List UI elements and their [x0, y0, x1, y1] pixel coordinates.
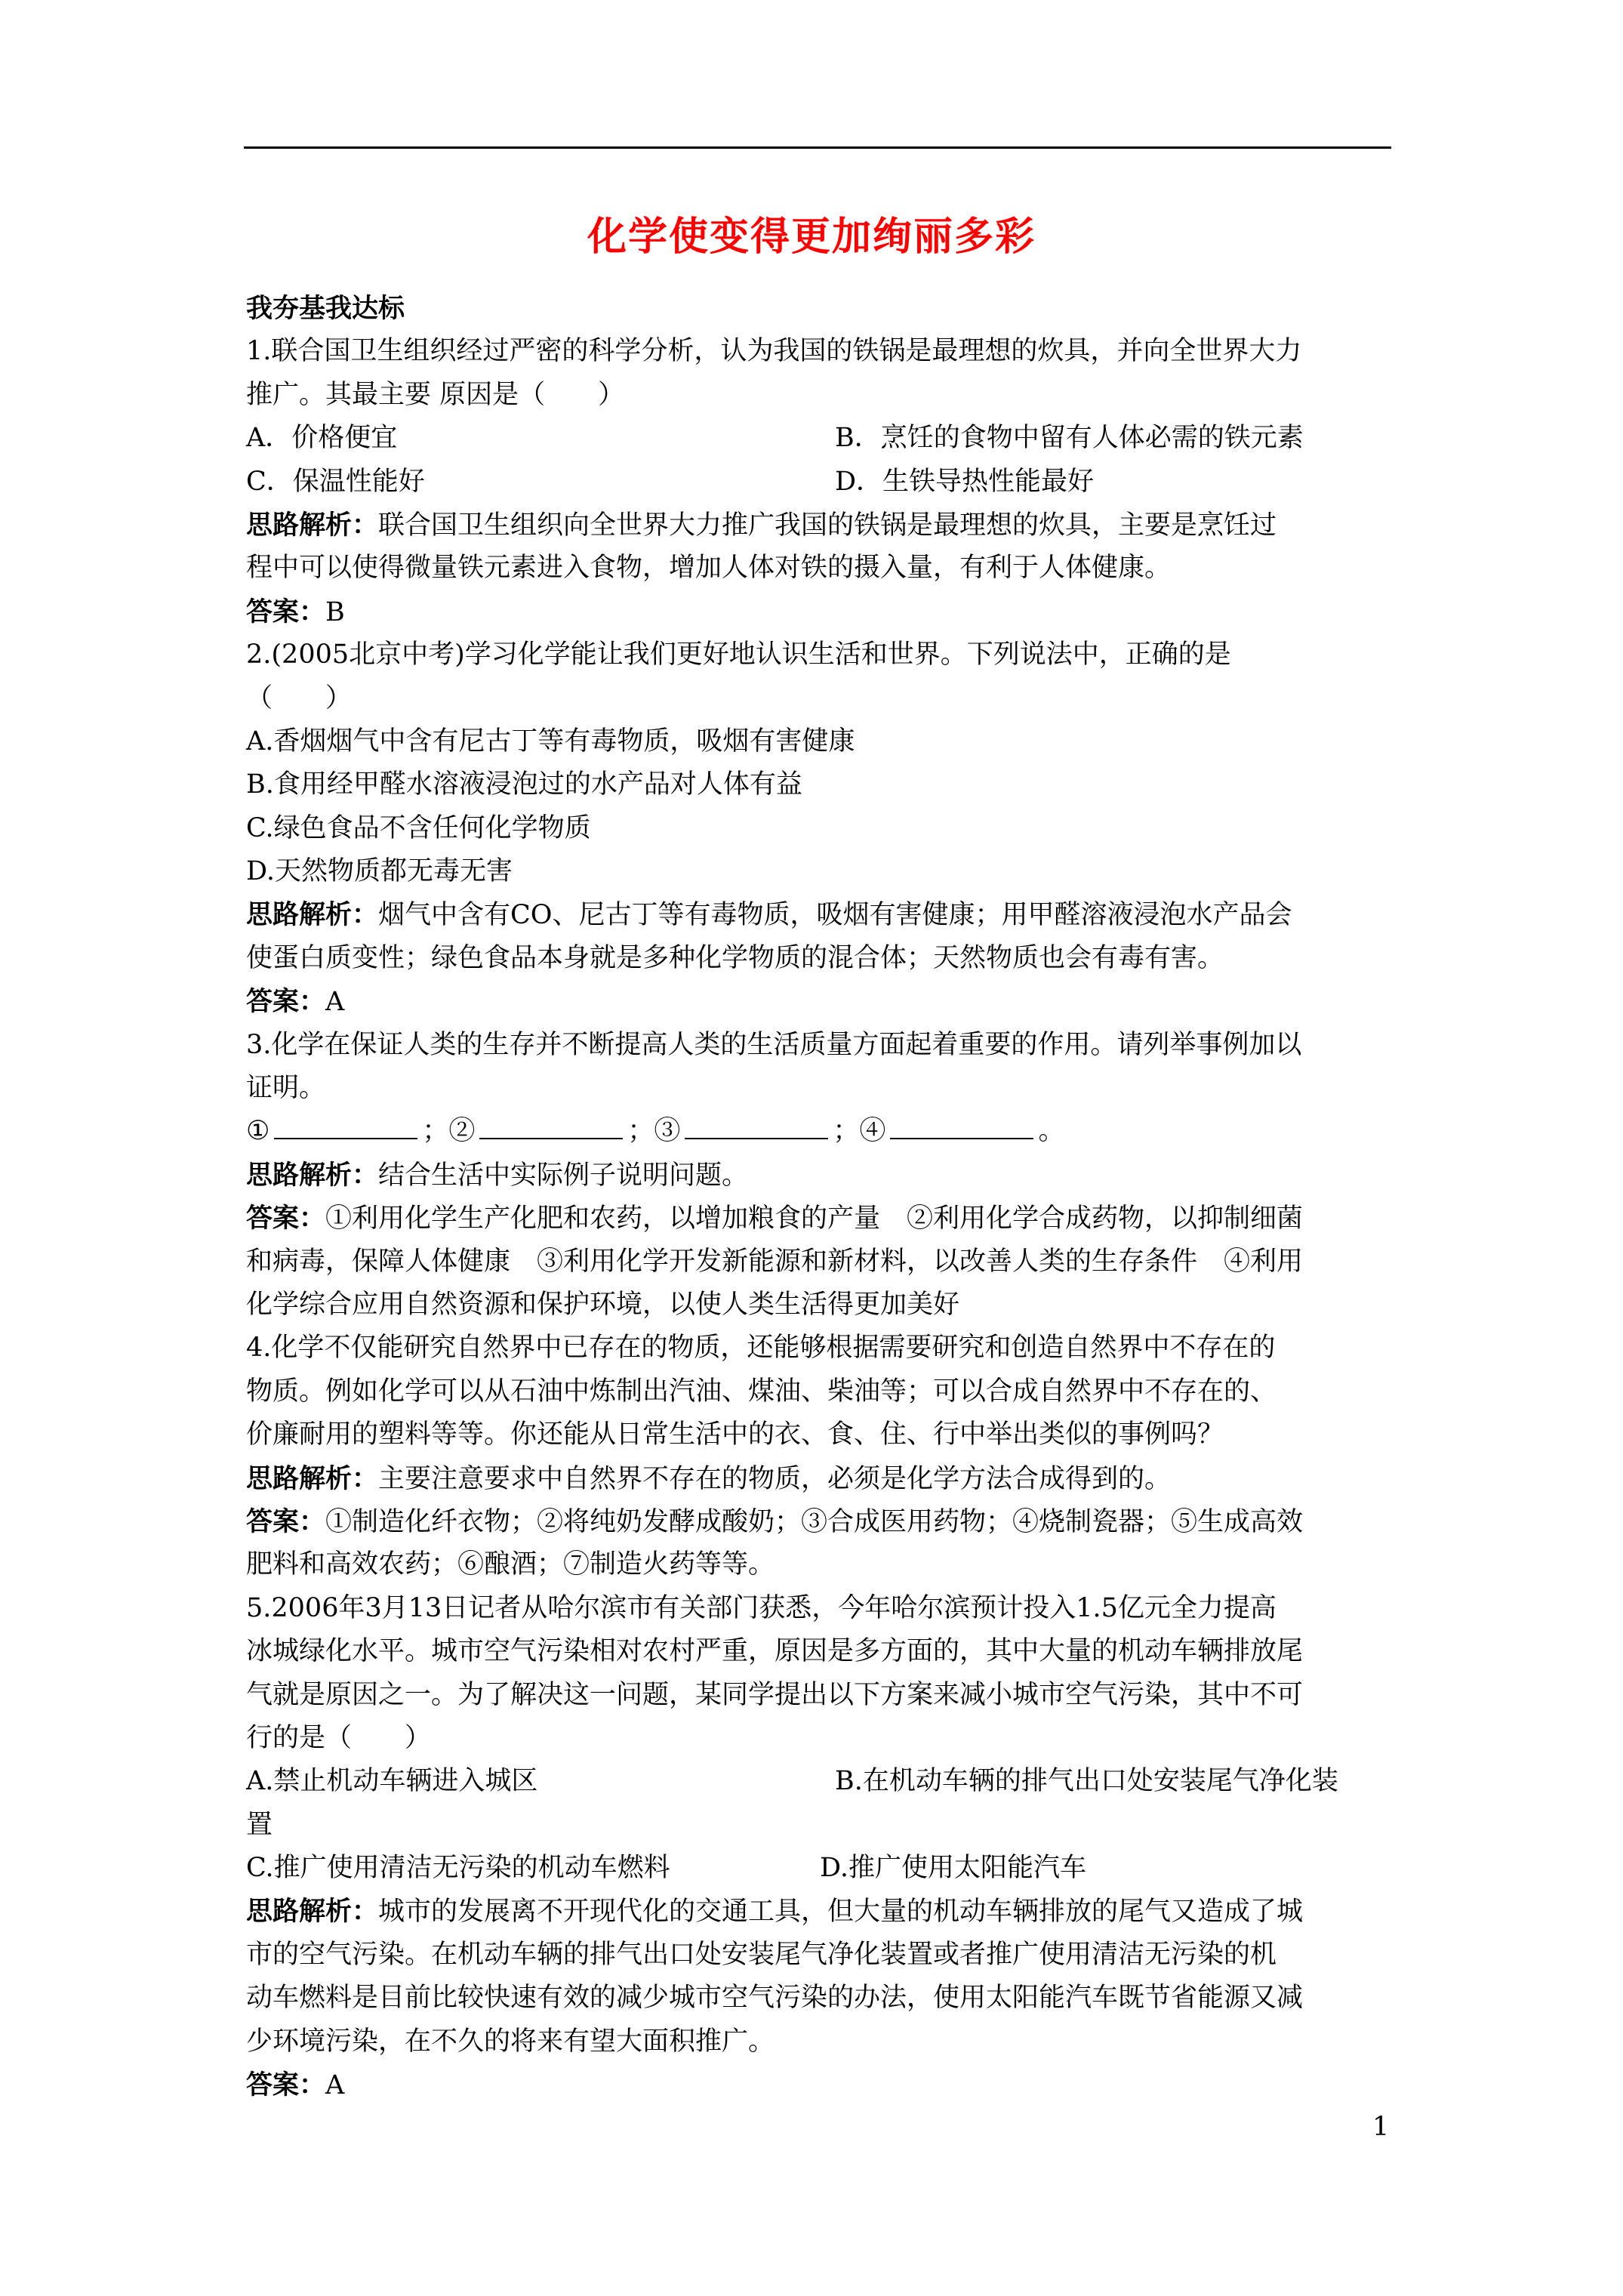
q2-stem-line-2: （ ） — [246, 683, 353, 713]
q2-option-b: B.食用经甲醛水溶液浸泡过的水产品对人体有益 — [246, 769, 802, 800]
q4-stem-line-2: 物质。例如化学可以从石油中炼制出汽油、煤油、柴油等；可以合成自然界中不存在的、 — [246, 1376, 1277, 1407]
q4-analysis-label: 思路解析： — [246, 1462, 379, 1494]
q3-analysis-text-1: 结合生活中实际例子说明问题。 — [378, 1160, 749, 1191]
q3-blank-4 — [890, 1115, 1033, 1139]
q4-analysis-line-1 — [246, 1457, 1401, 1500]
page-number: 1 — [1372, 2112, 1390, 2142]
q5-analysis-line-4: 少环境污染，在不久的将来有望大面积推广。 — [246, 2026, 775, 2057]
q3-answer-line-1 — [246, 1197, 1401, 1240]
q3-blank-3 — [685, 1115, 828, 1139]
q3-answer-label: 答案： — [246, 1203, 326, 1234]
q1-stem-line-2: 推广。其最主要 原因是（ ） — [246, 379, 625, 410]
q2-option-c: C.绿色食品不含任何化学物质 — [246, 812, 591, 843]
q5-option-b-continued: 置 — [246, 1809, 273, 1840]
q1-analysis-line-2: 程中可以使得微量铁元素进入食物，增加人体对铁的摄入量，有利于人体健康。 — [246, 553, 1172, 584]
q2-answer-label: 答案： — [246, 986, 326, 1018]
q3-answer-line-3: 化学综合应用自然资源和保护环境，以使人类生活得更加美好 — [246, 1289, 960, 1320]
q3-answer-text-1: ①利用化学生产化肥和农药，以增加粮食的产量 ②利用化学合成药物，以抑制细菌 — [325, 1203, 1304, 1234]
q1-answer: B — [325, 596, 345, 627]
q4-answer-text-1: ①制造化纤衣物；②将纯奶发酵成酸奶；③合成医用药物；④烧制瓷器；⑤生成高效 — [325, 1506, 1304, 1537]
q4-analysis-text-1: 主要注意要求中自然界不存在的物质，必须是化学方法合成得到的。 — [378, 1463, 1172, 1494]
q5-option-c: C.推广使用清洁无污染的机动车燃料 — [246, 1853, 670, 1884]
q2-analysis-label: 思路解析： — [246, 899, 379, 931]
q1-stem-line-1: 1.联合国卫生组织经过严密的科学分析，认为我国的铁锅是最理想的炊具，并向全世界大力 — [246, 336, 1302, 367]
q1-options-row-1 — [246, 417, 1401, 460]
q5-stem-line-4: 行的是（ ） — [246, 1722, 432, 1753]
q4-stem-line-1: 4.化学不仅能研究自然界中已存在的物质，还能够根据需要研究和创造自然界中不存在的 — [246, 1333, 1276, 1364]
q3-blank-1 — [274, 1115, 417, 1139]
q1-option-c: C．保温性能好 — [246, 466, 425, 497]
q5-stem-line-2: 冰城绿化水平。城市空气污染相对农村严重，原因是多方面的，其中大量的机动车辆排放尾 — [246, 1636, 1304, 1667]
q5-options-row-2 — [246, 1847, 1401, 1890]
q3-blank-4-label: ；④ — [833, 1116, 886, 1147]
q4-stem-line-3: 价廉耐用的塑料等等。你还能从日常生活中的衣、食、住、行中举出类似的事例吗？ — [246, 1419, 1224, 1450]
q3-stem-line-1: 3.化学在保证人类的生存并不断提高人类的生活质量方面起着重要的作用。请列举事例加以 — [246, 1029, 1302, 1060]
q5-analysis-text-1: 城市的发展离不开现代化的交通工具，但大量的机动车辆排放的尾气又造成了城 — [378, 1897, 1304, 1928]
q4-answer-label: 答案： — [246, 1505, 326, 1537]
q5-stem-line-3: 气就是原因之一。为了解决这一问题，某同学提出以下方案来减小城市空气污染，其中不可 — [246, 1679, 1304, 1710]
q2-answer: A — [325, 987, 345, 1018]
q1-analysis-label: 思路解析： — [246, 509, 379, 541]
q2-analysis-text-1: 烟气中含有CO、尼古丁等有毒物质，吸烟有害健康；用甲醛溶液浸泡水产品会 — [378, 900, 1292, 931]
q5-answer: A — [325, 2070, 345, 2101]
q5-analysis-label: 思路解析： — [246, 1896, 379, 1928]
q2-analysis-line-1 — [246, 893, 1401, 936]
q1-answer-label: 答案： — [246, 596, 326, 627]
q3-blank-3-label: ；③ — [627, 1116, 681, 1147]
q3-stem-line-2: 证明。 — [246, 1073, 326, 1104]
q5-analysis-line-3: 动车燃料是目前比较快速有效的减少城市空气污染的办法，使用太阳能汽车既节省能源又减 — [246, 1983, 1304, 2014]
q1-option-d: D．生铁导热性能最好 — [835, 466, 1095, 497]
q1-analysis-line-1 — [246, 504, 1401, 547]
q3-blank-2 — [479, 1115, 623, 1139]
q1-option-b: B．烹饪的食物中留有人体必需的铁元素 — [835, 423, 1304, 454]
q5-option-b: B.在机动车辆的排气出口处安装尾气净化装 — [835, 1766, 1338, 1797]
q5-answer-label: 答案： — [246, 2069, 326, 2101]
q2-option-d: D.天然物质都无毒无害 — [246, 856, 513, 887]
q3-analysis-label: 思路解析： — [246, 1159, 379, 1191]
q1-answer-line — [246, 590, 1401, 633]
q3-answer-line-2: 和病毒，保障人体健康 ③利用化学开发新能源和新材料，以改善人类的生存条件 ④利用 — [246, 1246, 1304, 1277]
document-body — [246, 287, 1401, 2106]
q4-answer-line-1 — [246, 1500, 1401, 1543]
q1-options-row-2 — [246, 461, 1401, 504]
header-rule — [244, 146, 1391, 149]
q3-analysis-line-1 — [246, 1154, 1401, 1197]
page-title: 化学使变得更加绚丽多彩 — [587, 214, 1036, 260]
q5-analysis-line-2: 市的空气污染。在机动车辆的排气出口处安装尾气净化装置或者推广使用清洁无污染的机 — [246, 1939, 1277, 1970]
section-heading: 我夯基我达标 — [246, 293, 405, 324]
q5-answer-line — [246, 2063, 1401, 2106]
q4-answer-line-2: 肥料和高效农药；⑥酿酒；⑦制造火药等等。 — [246, 1549, 775, 1580]
q2-analysis-line-2: 使蛋白质变性；绿色食品本身就是多种化学物质的混合体；天然物质也会有毒有害。 — [246, 942, 1224, 973]
q3-blank-1-label: ① — [246, 1116, 270, 1147]
q2-answer-line — [246, 980, 1401, 1023]
q5-stem-line-1: 5.2006年3月13日记者从哈尔滨市有关部门获悉，今年哈尔滨预计投入1.5亿元全力提高 — [246, 1592, 1277, 1623]
q5-option-a: A.禁止机动车辆进入城区 — [246, 1766, 538, 1797]
q3-blank-2-label: ；② — [422, 1116, 476, 1147]
q5-analysis-line-1 — [246, 1890, 1401, 1933]
q5-options-row-1 — [246, 1760, 1401, 1803]
q5-option-d: D.推广使用太阳能汽车 — [820, 1853, 1086, 1884]
q2-stem-line-1: 2.(2005北京中考)学习化学能让我们更好地认识生活和世界。下列说法中，正确的是 — [246, 639, 1231, 670]
q2-option-a: A.香烟烟气中含有尼古丁等有毒物质，吸烟有害健康 — [246, 726, 855, 757]
q3-blank-end: 。 — [1038, 1116, 1065, 1147]
q1-analysis-text-1: 联合国卫生组织向全世界大力推广我国的铁锅是最理想的炊具，主要是烹饪过 — [378, 510, 1277, 541]
q1-option-a: A．价格便宜 — [246, 423, 398, 454]
q3-blanks-line — [246, 1110, 1401, 1153]
